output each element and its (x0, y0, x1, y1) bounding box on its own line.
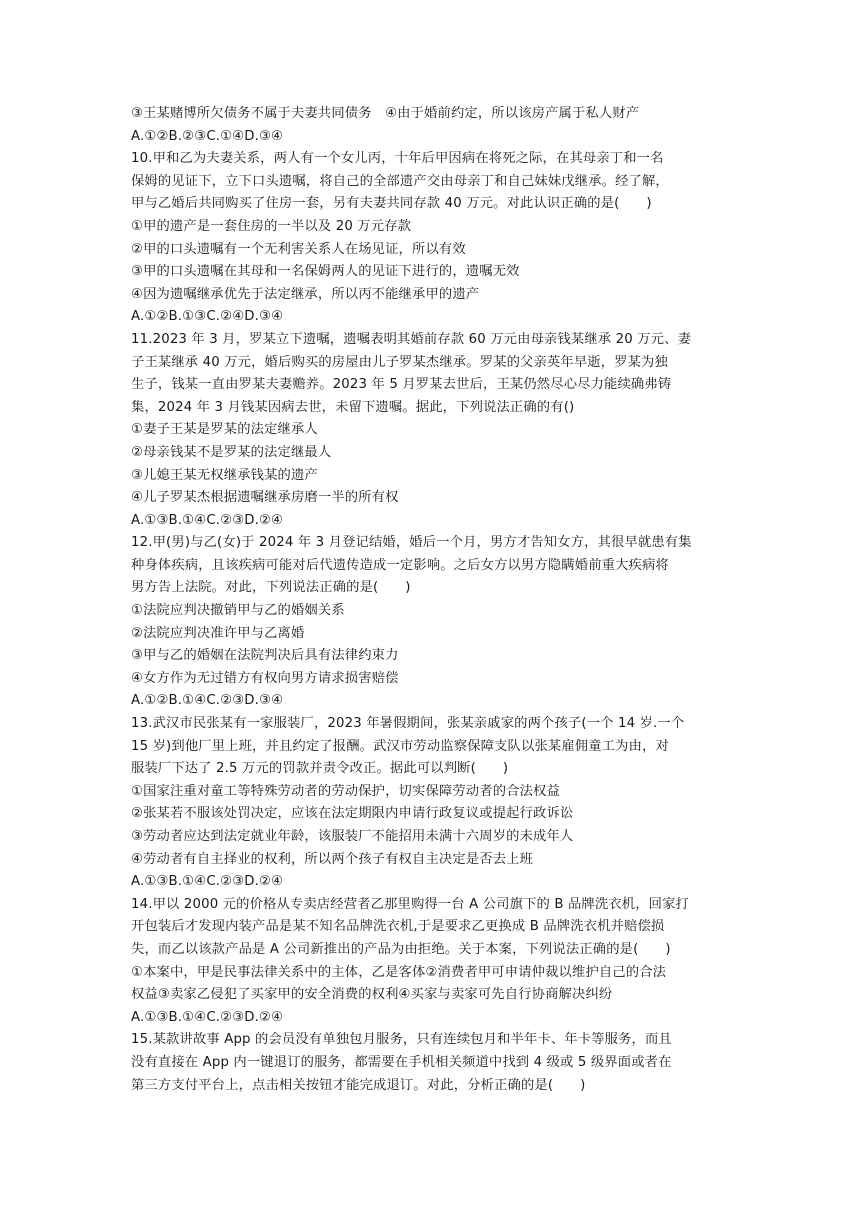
text-line: 权益③卖家乙侵犯了买家甲的安全消费的权利④买家与卖家可先自行协商解决纠纷 (131, 987, 613, 1003)
text-line: ①妻子王某是罗某的法定继承人 (131, 422, 318, 438)
text-line: ③甲的口头遗嘱在其母和一名保姆两人的见证下进行的，遗嘱无效 (131, 264, 520, 280)
text-line: A.①③B.①④C.②③D.②④ (131, 512, 284, 528)
text-line: ④因为遗嘱继承优先于法定继承，所以丙不能继承甲的遗产 (131, 286, 480, 302)
text-line: 11.2023 年 3 月，罗某立下遗嘱，遗嘱表明其婚前存款 60 万元由母亲钱某继承 20 万元、妻 (131, 331, 692, 347)
text-line: ①国家注重对童工等特殊劳动者的劳动保护，切实保障劳动者的合法权益 (131, 783, 560, 799)
text-line: 男方告上法院。对此，下列说法正确的是( ) (131, 580, 411, 596)
text-line: ①法院应判决撤销甲与乙的婚姻关系 (131, 603, 345, 619)
text-line: ②张某若不服该处罚决定，应该在法定期限内申请行政复议或提起行政诉讼 (131, 806, 574, 822)
text-line: ①甲的遗产是一套住房的一半以及 20 万元存款 (131, 218, 412, 234)
text-line: 第三方支付平台上，点击相关按钮才能完成退订。对此，分析正确的是( ) (131, 1077, 586, 1093)
text-line: A.①②B.①③C.②④D.③④ (131, 309, 284, 325)
text-line: 甲与乙婚后共同购买了住房一套，另有夫妻共同存款 40 万元。对此认识正确的是( ) (131, 196, 652, 212)
text-line: 服装厂下达了 2.5 万元的罚款并责令改正。据此可以判断( ) (131, 761, 509, 777)
text-line: 12.甲(男)与乙(女)于 2024 年 3 月登记结婚，婚后一个月，男方才告知女方，其很早就患有集 (131, 535, 692, 551)
text-line: ③甲与乙的婚姻在法院判决后具有法律约束力 (131, 648, 399, 664)
text-line: 开包装后才发现内装产品是某不知名品牌洗衣机,于是要求乙更换成 B 品牌洗衣机并赔偿损 (131, 919, 665, 935)
text-line: ④女方作为无过错方有权向男方请求损害赔偿 (131, 670, 399, 686)
text-line: A.①③B.①④C.②③D.②④ (131, 874, 284, 890)
text-line: 15.某款讲故事 App 的会员没有单独包月服务，只有连续包月和半年卡、年卡等服务，而且 (131, 1032, 672, 1048)
text-line: ①本案中，甲是民事法律关系中的主体，乙是客体②消费者甲可申请仲裁以维护自己的合法 (131, 964, 667, 980)
text-line: 13.武汉市民张某有一家服装厂，2023 年暑假期间，张某亲戚家的两个孩子(一个 14 岁.一个 (131, 716, 685, 732)
text-line: 14.甲以 2000 元的价格从专卖店经营者乙那里购得一台 A 公司旗下的 B 品牌洗衣机，回家打 (131, 896, 690, 912)
text-line: ④儿子罗某杰根据遗嘱继承房磨一半的所有权 (131, 490, 399, 506)
question-text-block (131, 103, 743, 1097)
text-line: 生子，钱某一直由罗某夫妻赡养。2023 年 5 月罗某去世后，王某仍然尽心尽力能续确弗铸 (131, 377, 672, 393)
text-line: A.①②B.①④C.②③D.③④ (131, 693, 284, 709)
text-line: ④劳动者有自主择业的权利，所以两个孩子有权自主决定是否去上班 (131, 851, 534, 867)
text-line: 10.甲和乙为夫妻关系，两人有一个女儿丙，十年后甲因病在将死之际，在其母亲丁和一名 (131, 151, 664, 167)
text-line: 子王某继承 40 万元，婚后购买的房屋由儿子罗某杰继承。罗某的父亲英年早逝，罗某为独 (131, 354, 668, 370)
text-line: A.①②B.②③C.①④D.③④ (131, 128, 284, 144)
text-line: 没有直接在 App 内一键退订的服务，都需要在手机相关频道中找到 4 级或 5 级界面或者在 (131, 1054, 672, 1070)
text-line: 集，2024 年 3 月钱某因病去世，未留下遗嘱。据此，下列说法正确的有() (131, 399, 575, 415)
text-line: 失，而乙以该款产品是 A 公司新推出的产品为由拒绝。关于本案，下列说法正确的是( ) (131, 941, 671, 957)
text-line: 保姆的见证下，立下口头遗嘱，将自己的全部遗产交由母亲丁和自己妹妹戊继承。经了解， (131, 173, 669, 189)
text-line: ③劳动者应达到法定就业年龄，该服装厂不能招用未满十六周岁的未成年人 (131, 829, 574, 844)
text-line: ②法院应判决准许甲与乙离婚 (131, 625, 305, 641)
text-line: 15 岁)到他厂里上班，并且约定了报酬。武汉市劳动监察保障支队以张某雇佣童工为由，对 (131, 738, 669, 754)
text-line: 种身体疾病，且该疾病可能对后代遗传造成一定影响。之后女方以男方隐瞒婚前重大疾病将 (131, 557, 669, 573)
text-line: ②甲的口头遗嘱有一个无利害关系人在场见证，所以有效 (131, 241, 466, 257)
text-line: ③儿媳王某无权继承钱某的遗产 (131, 467, 318, 483)
text-line: ②母亲钱某不是罗某的法定继最人 (131, 444, 332, 460)
text-line: ③王某赌博所欠债务不属于夫妻共同债务 ④由于婚前约定，所以该房产属于私人财产 (131, 106, 640, 121)
text-line: A.①③B.①④C.②③D.②④ (131, 1009, 284, 1025)
